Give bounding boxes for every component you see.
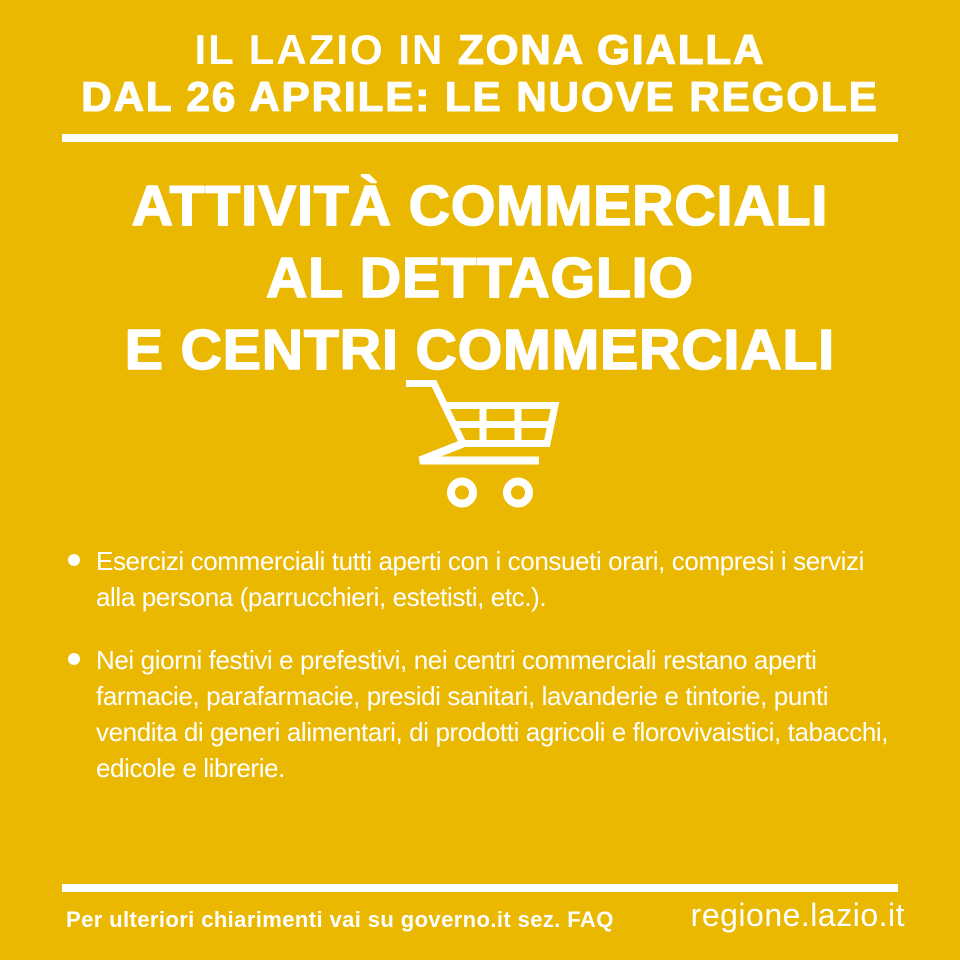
list-item xyxy=(68,642,905,786)
rules-list xyxy=(68,543,905,813)
rule-text-2: Nei giorni festivi e prefestivi, nei centri commerciali restano aperti farmacie, parafarmacie, presidi sanitari, lavanderie e tintorie, punti vendita di generi alimentari, di prodotti agricoli e florovivaistici, tabacchi, edicole e librerie. xyxy=(96,645,889,783)
rule-text-1: Esercizi commerciali tutti aperti con i consueti orari, compresi i servizi alla persona (parrucchieri, estetisti, etc.). xyxy=(96,546,864,612)
top-divider xyxy=(62,134,898,142)
shopping-cart-icon xyxy=(398,372,563,512)
poster-header xyxy=(0,26,960,120)
page-title xyxy=(0,170,960,386)
bullet-dot xyxy=(68,554,80,566)
header-line-2: DAL 26 APRILE: LE NUOVE REGOLE xyxy=(81,73,879,120)
header-line1-bold: ZONA GIALLA xyxy=(458,26,766,73)
title-line-1: ATTIVITÀ COMMERCIALI xyxy=(131,174,829,238)
footer-website: regione.lazio.it xyxy=(690,897,905,933)
bullet-dot xyxy=(68,653,80,665)
list-item xyxy=(68,543,905,615)
title-line-3: E CENTRI COMMERCIALI xyxy=(124,318,836,382)
header-line-1 xyxy=(0,26,960,73)
footer-info-text: Per ulteriori chiarimenti vai su governo.it sez. FAQ xyxy=(66,907,614,932)
header-line1-regular: IL LAZIO IN xyxy=(194,26,459,73)
bottom-divider xyxy=(62,884,898,892)
title-line-2: AL DETTAGLIO xyxy=(266,246,694,310)
